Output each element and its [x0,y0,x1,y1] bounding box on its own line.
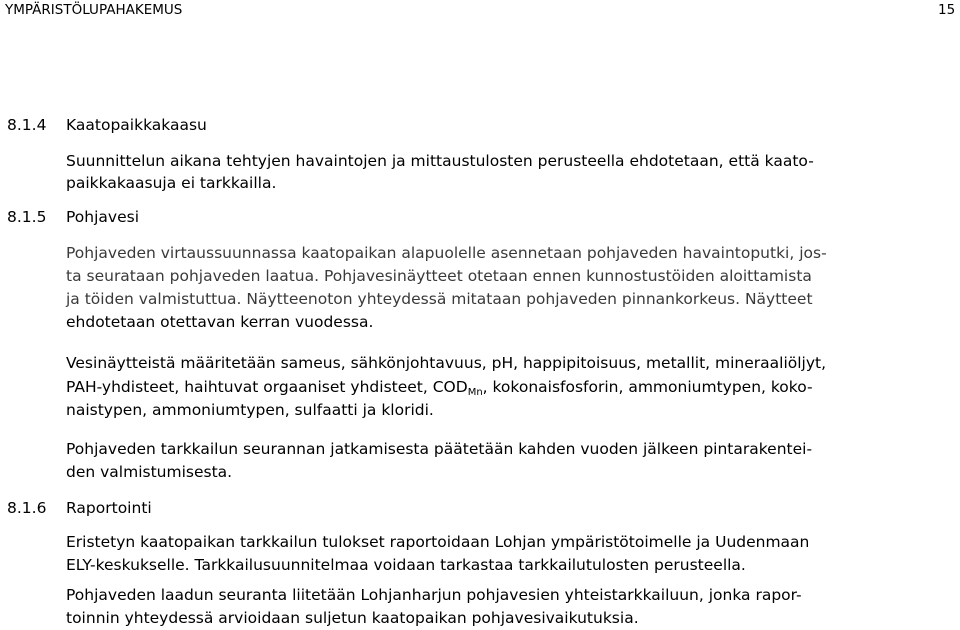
subscript-mn: Mn [467,387,483,398]
section-heading: Raportointi [66,499,152,517]
text-span: PAH-yhdisteet, haihtuvat orgaaniset yhdisteet, COD [66,378,468,396]
section-number: 8.1.4 [7,116,47,134]
paragraph-line: ehdotetaan otettavan kerran vuodessa. [66,313,374,331]
paragraph-line: paikkakaasuja ei tarkkailla. [66,174,277,192]
section-heading: Kaatopaikkakaasu [66,116,207,134]
paragraph-line-cod [66,378,813,398]
text-span: , kokonaisfosforin, ammoniumtypen, koko- [482,378,813,396]
paragraph-line: Suunnittelun aikana tehtyjen havaintojen ja mittaustulosten perusteella ehdotetaan, että kaato- [66,152,814,170]
paragraph-line: ta seurataan pohjaveden laatua. Pohjavesinäytteet otetaan ennen kunnostustöiden aloittamista [66,267,812,285]
paragraph-line: ELY-keskukselle. Tarkkailusuunnitelmaa voidaan tarkastaa tarkkailutulosten perusteella. [66,556,746,574]
paragraph-line: Vesinäytteistä määritetään sameus, sähkönjohtavuus, pH, happipitoisuus, metallit, mineraaliöljyt, [66,354,827,372]
paragraph-line: Pohjaveden virtaussuunnassa kaatopaikan alapuolelle asennetaan pohjaveden havaintoputki, jos- [66,244,827,262]
section-number: 8.1.5 [7,208,47,226]
paragraph-line: ja töiden valmistuttua. Näytteenoton yhteydessä mitataan pohjaveden pinnankorkeus. Näytteet [66,290,813,308]
paragraph-line: Eristetyn kaatopaikan tarkkailun tulokset raportoidaan Lohjan ympäristötoimelle ja Uudenmaan [66,533,810,551]
paragraph-line: den valmistumisesta. [66,463,233,481]
section-number: 8.1.6 [7,499,47,517]
paragraph-line: toinnin yhteydessä arvioidaan suljetun kaatopaikan pohjavesivaikutuksia. [66,609,639,627]
paragraph-line: naistypen, ammoniumtypen, sulfaatti ja kloridi. [66,401,434,419]
paragraph-line: Pohjaveden tarkkailun seurannan jatkamisesta päätetään kahden vuoden jälkeen pintarakentei- [66,440,813,458]
section-heading: Pohjavesi [66,208,139,226]
paragraph-line: Pohjaveden laadun seuranta liitetään Lohjanharjun pohjavesien yhteistarkkailuun, jonka rapor- [66,586,802,604]
page-number: 15 [938,2,956,18]
document-header-title: YMPÄRISTÖLUPAHAKEMUS [5,2,183,18]
